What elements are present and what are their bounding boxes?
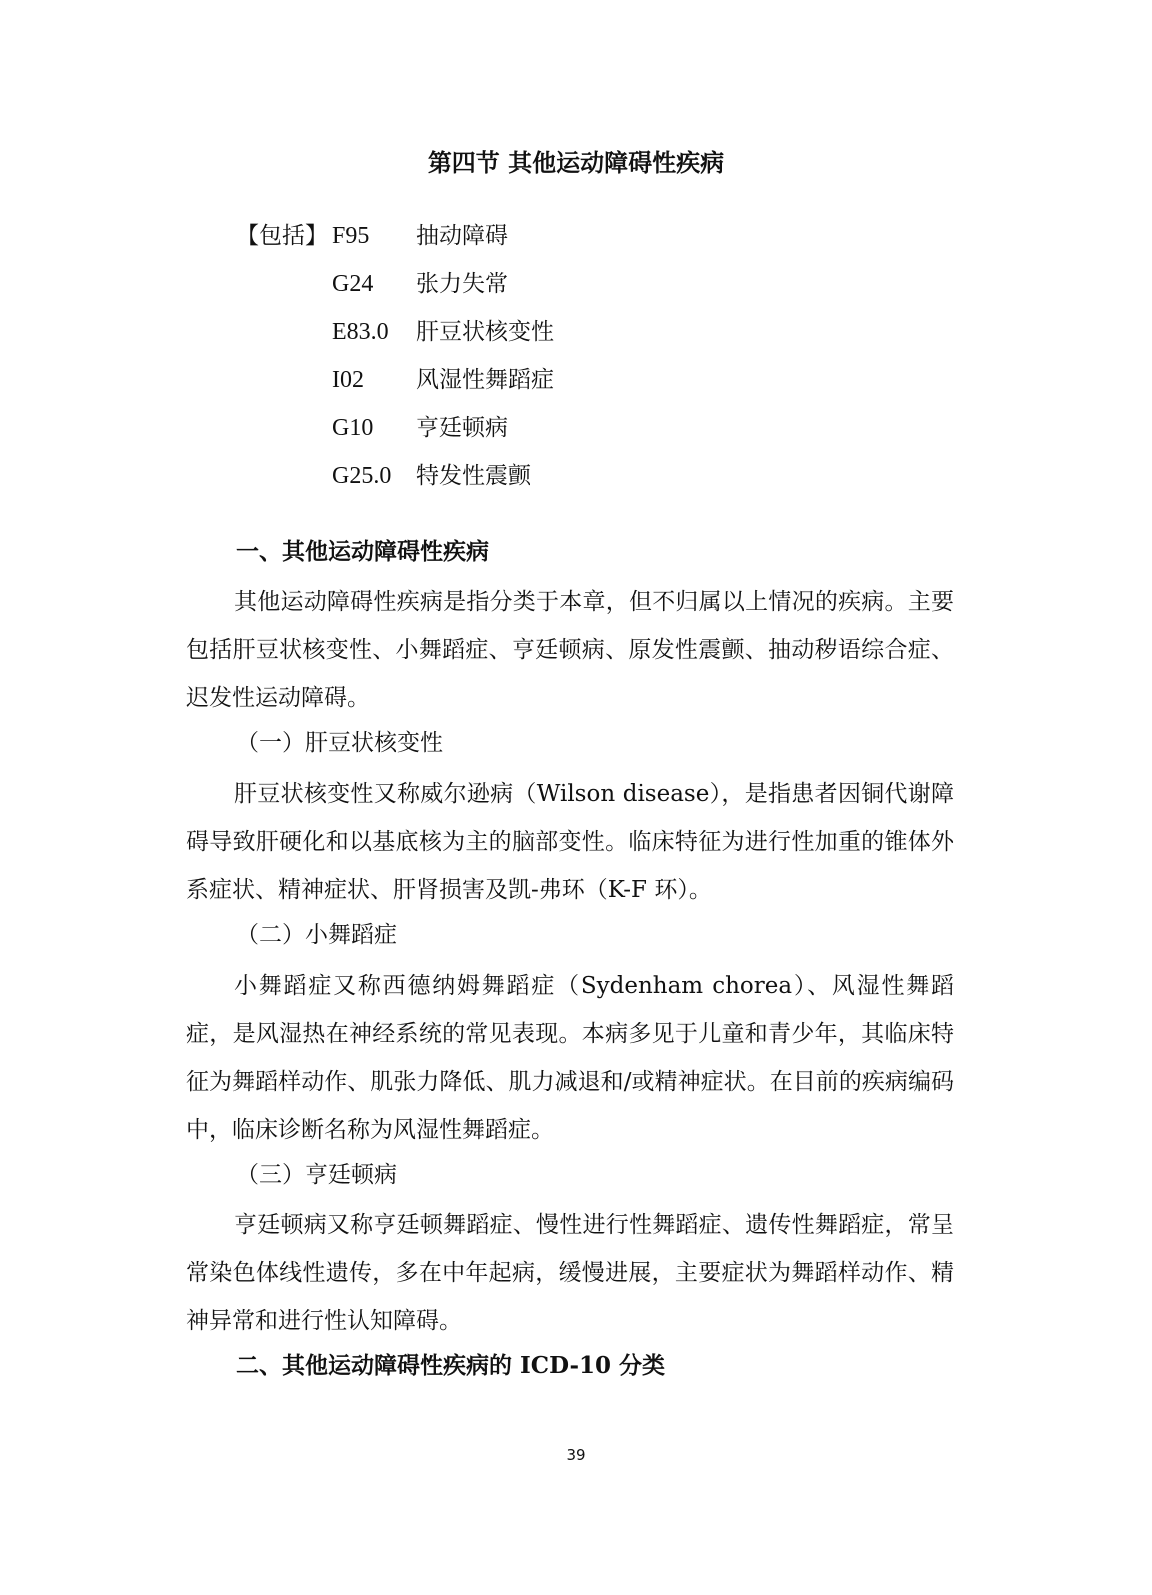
includes-row: [236, 260, 554, 308]
includes-row: [236, 404, 554, 452]
paragraph-wilson: 肝豆状核变性又称威尔逊病（Wilson disease），是指患者因铜代谢障碍导致肝硬化和以基底核为主的脑部变性。临床特征为进行性加重的锥体外系症状、精神症状、肝肾损害及凯-弗环（K-F 环）。: [186, 781, 954, 903]
includes-row: [236, 452, 554, 500]
subheading-3: （三）亨廷顿病: [236, 1162, 397, 1188]
paragraph-sydenham: 小舞蹈症又称西德纳姆舞蹈症（Sydenham chorea）、风湿性舞蹈症，是风湿热在神经系统的常见表现。本病多见于儿童和青少年，其临床特征为舞蹈样动作、肌张力降低、肌力减退和/或精神症状。在目前的疾病编码中，临床诊断名称为风湿性舞蹈症。: [186, 973, 954, 1143]
includes-row: [236, 212, 554, 260]
includes-name: 风湿性舞蹈症: [416, 367, 554, 393]
includes-row: [236, 356, 554, 404]
includes-list: [236, 212, 554, 500]
includes-name: 肝豆状核变性: [416, 319, 554, 345]
section-title: 第四节 其他运动障碍性疾病: [427, 148, 725, 177]
includes-name: 特发性震颤: [416, 463, 531, 489]
subheading-2: （二）小舞蹈症: [236, 922, 397, 948]
includes-code: I02: [332, 367, 364, 393]
page-number: 39: [566, 1446, 586, 1464]
includes-code: G25.0: [332, 463, 392, 489]
heading-2: 二、其他运动障碍性疾病的 ICD-10 分类: [236, 1352, 666, 1379]
includes-name: 抽动障碍: [416, 223, 508, 249]
includes-code: F95: [332, 223, 370, 249]
paragraph-intro: 其他运动障碍性疾病是指分类于本章，但不归属以上情况的疾病。主要包括肝豆状核变性、小舞蹈症、亨廷顿病、原发性震颤、抽动秽语综合症、迟发性运动障碍。: [186, 589, 954, 711]
includes-name: 张力失常: [416, 271, 508, 297]
includes-code: G10: [332, 415, 374, 441]
heading-1: 一、其他运动障碍性疾病: [236, 538, 489, 565]
includes-name: 亨廷顿病: [416, 415, 508, 441]
subheading-1: （一）肝豆状核变性: [236, 730, 443, 756]
includes-code: E83.0: [332, 319, 389, 345]
paragraph-huntington: 亨廷顿病又称亨廷顿舞蹈症、慢性进行性舞蹈症、遗传性舞蹈症，常呈常染色体线性遗传，多在中年起病，缓慢进展，主要症状为舞蹈样动作、精神异常和进行性认知障碍。: [186, 1212, 954, 1334]
includes-code: G24: [332, 271, 374, 297]
includes-row: [236, 308, 554, 356]
includes-prefix: 【包括】: [236, 223, 328, 249]
